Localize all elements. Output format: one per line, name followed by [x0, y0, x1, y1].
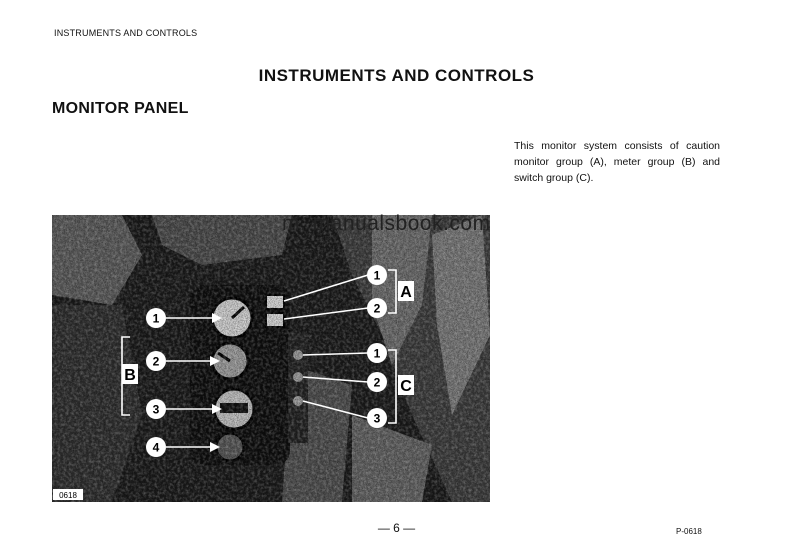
photo-tag: 0618: [59, 491, 77, 500]
group-letter-a: A: [400, 284, 412, 301]
callout-c3: 3: [373, 411, 381, 426]
callout-a1: 1: [373, 268, 381, 283]
group-letter-c: C: [400, 378, 412, 395]
description-paragraph: This monitor system consists of caution monitor group (A), meter group (B) and switch group (C).: [514, 140, 720, 184]
callout-b1: 1: [152, 311, 160, 326]
callout-b4: 4: [152, 440, 160, 455]
section-title: MONITOR PANEL: [52, 100, 189, 117]
page-number: — 6 —: [377, 521, 416, 535]
callout-c1: 1: [373, 346, 381, 361]
callout-b3: 3: [152, 402, 160, 417]
monitor-panel-photo: [52, 215, 490, 502]
page-code: P-0618: [676, 527, 702, 536]
group-letter-b: B: [124, 367, 136, 384]
running-head: INSTRUMENTS AND CONTROLS: [54, 28, 198, 38]
callout-b2: 2: [152, 354, 160, 369]
callouts-group-c: [367, 343, 387, 428]
callout-a2: 2: [373, 301, 381, 316]
page-title: INSTRUMENTS AND CONTROLS: [258, 66, 535, 85]
callout-c2: 2: [373, 375, 381, 390]
watermark: m. manualsbook.com: [282, 212, 491, 235]
